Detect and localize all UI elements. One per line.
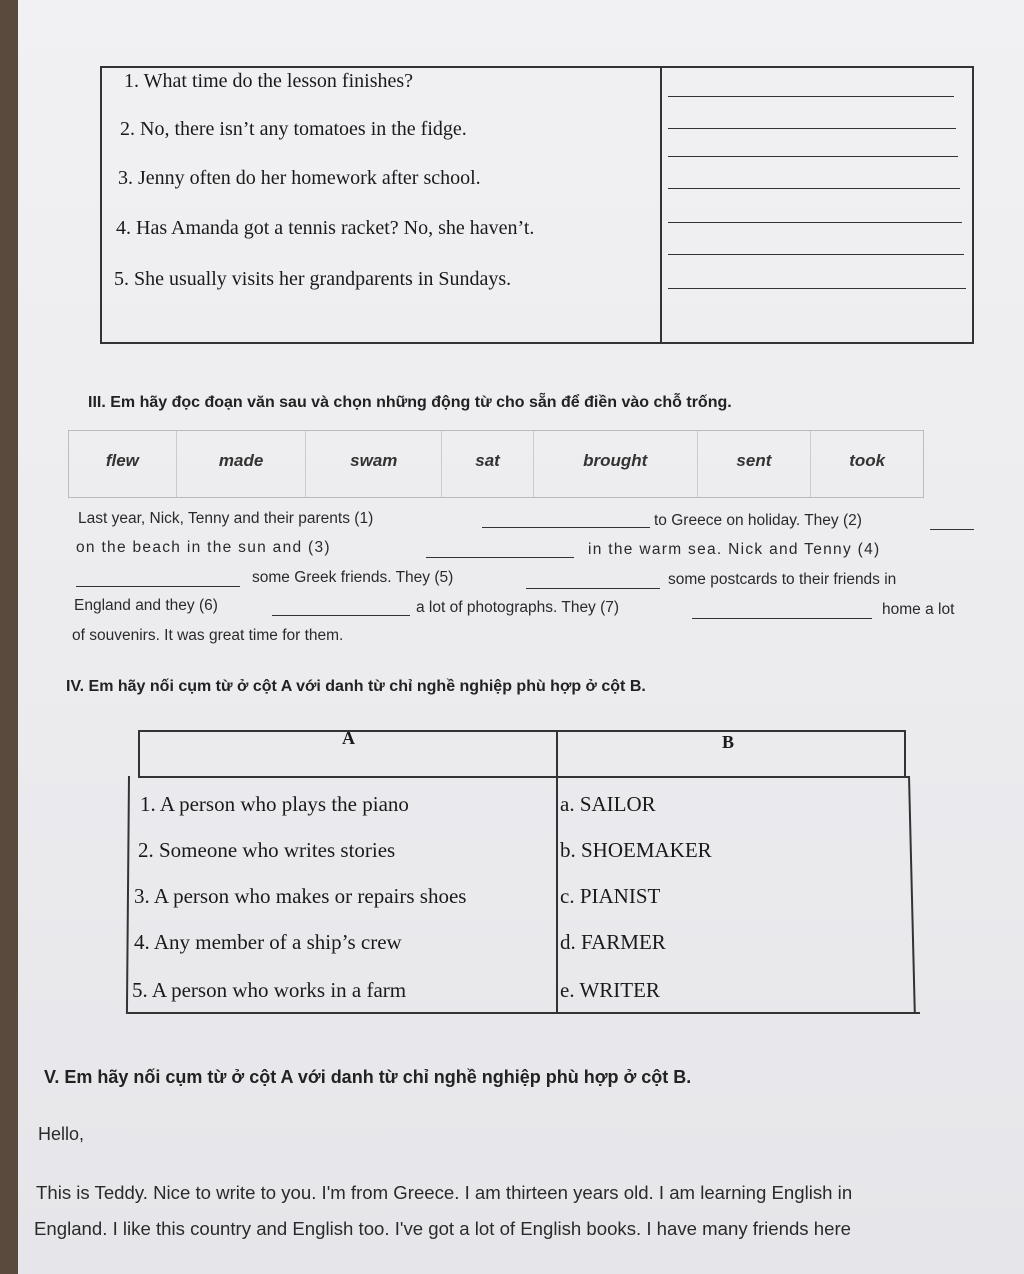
blank-3[interactable] bbox=[426, 557, 574, 558]
letter-line-2: England. I like this country and English too. I've got a lot of English books. I have many friends here bbox=[34, 1218, 851, 1239]
question-3: 3. Jenny often do her homework after school. bbox=[118, 167, 481, 189]
blank-2[interactable] bbox=[930, 529, 974, 530]
answer-line[interactable] bbox=[668, 188, 960, 189]
question-5: 5. She usually visits her grandparents in Sundays. bbox=[114, 268, 512, 290]
letter-greeting: Hello, bbox=[38, 1124, 85, 1144]
question-4: 4. Has Amanda got a tennis racket? No, she haven’t. bbox=[116, 217, 535, 239]
answer-line[interactable] bbox=[668, 128, 956, 129]
blank-6[interactable] bbox=[272, 615, 410, 616]
blank-7[interactable] bbox=[692, 618, 872, 619]
blank-5[interactable] bbox=[526, 588, 660, 589]
error-correction-table bbox=[100, 66, 974, 344]
word-bank-item: made bbox=[177, 431, 307, 497]
word-bank-item: swam bbox=[306, 431, 442, 497]
matching-table bbox=[128, 730, 918, 1014]
table-border bbox=[128, 1012, 920, 1014]
column-b-item: b. SHOEMAKER bbox=[560, 838, 712, 862]
table-border bbox=[908, 776, 916, 1014]
column-a-item: 2. Someone who writes stories bbox=[138, 838, 396, 862]
question-2: 2. No, there isn’t any tomatoes in the fidge. bbox=[120, 118, 467, 140]
answer-line[interactable] bbox=[668, 254, 964, 255]
column-b-item: a. SAILOR bbox=[560, 792, 656, 816]
column-b-header: B bbox=[722, 732, 735, 752]
letter-line-1: This is Teddy. Nice to write to you. I'm from Greece. I am thirteen years old. I am learning English in bbox=[36, 1182, 853, 1203]
blank-4[interactable] bbox=[76, 586, 240, 587]
passage-text: to Greece on holiday. They (2) bbox=[654, 512, 862, 529]
section-4-heading: IV. Em hãy nối cụm từ ở cột A với danh từ chỉ nghề nghiệp phù hợp ở cột B. bbox=[66, 678, 646, 695]
table-border bbox=[138, 730, 140, 778]
answer-line[interactable] bbox=[668, 156, 958, 157]
passage-text: some postcards to their friends in bbox=[668, 571, 897, 588]
section-5-heading: V. Em hãy nối cụm từ ở cột A với danh từ chỉ nghề nghiệp phù hợp ở cột B. bbox=[44, 1067, 692, 1087]
word-bank-item: sent bbox=[698, 431, 812, 497]
question-1: 1. What time do the lesson finishes? bbox=[124, 70, 414, 92]
table-border bbox=[138, 776, 908, 778]
word-bank-item: sat bbox=[442, 431, 534, 497]
passage-text: in the warm sea. Nick and Tenny (4) bbox=[588, 541, 881, 558]
word-bank-item: took bbox=[849, 451, 886, 470]
passage-text: some Greek friends. They (5) bbox=[252, 569, 454, 586]
column-b-item: d. FARMER bbox=[560, 930, 666, 954]
passage-text: a lot of photographs. They (7) bbox=[416, 599, 620, 616]
answer-line[interactable] bbox=[668, 288, 966, 289]
table-border bbox=[126, 776, 130, 1014]
column-b-item: c. PIANIST bbox=[560, 884, 661, 908]
column-a-item: 5. A person who works in a farm bbox=[132, 978, 407, 1002]
blank-1[interactable] bbox=[482, 527, 650, 528]
word-bank-item: brought bbox=[534, 431, 698, 497]
passage-text: home a lot bbox=[882, 601, 955, 618]
table-border bbox=[138, 730, 904, 732]
passage-text: of souvenirs. It was great time for them. bbox=[72, 627, 344, 644]
table-divider bbox=[660, 68, 662, 342]
word-bank-item: flew bbox=[69, 431, 177, 497]
passage-text: England and they (6) bbox=[74, 597, 218, 614]
worksheet-page bbox=[18, 0, 1024, 1274]
passage-text: Last year, Nick, Tenny and their parents (1) bbox=[78, 510, 374, 527]
column-b-item: e. WRITER bbox=[560, 978, 660, 1002]
table-border bbox=[904, 730, 906, 778]
answer-line[interactable] bbox=[668, 222, 962, 223]
table-border bbox=[556, 730, 558, 1014]
section-3-heading: III. Em hãy đọc đoạn văn sau và chọn những động từ cho sẵn để điền vào chỗ trống. bbox=[88, 394, 732, 411]
passage-text: on the beach in the sun and (3) bbox=[76, 539, 331, 556]
column-a-item: 3. A person who makes or repairs shoes bbox=[134, 884, 467, 908]
answer-line[interactable] bbox=[668, 96, 954, 97]
column-a-item: 4. Any member of a ship’s crew bbox=[134, 930, 402, 954]
column-a-item: 1. A person who plays the piano bbox=[140, 792, 409, 816]
word-bank bbox=[68, 430, 924, 498]
column-a-header: A bbox=[342, 728, 355, 748]
